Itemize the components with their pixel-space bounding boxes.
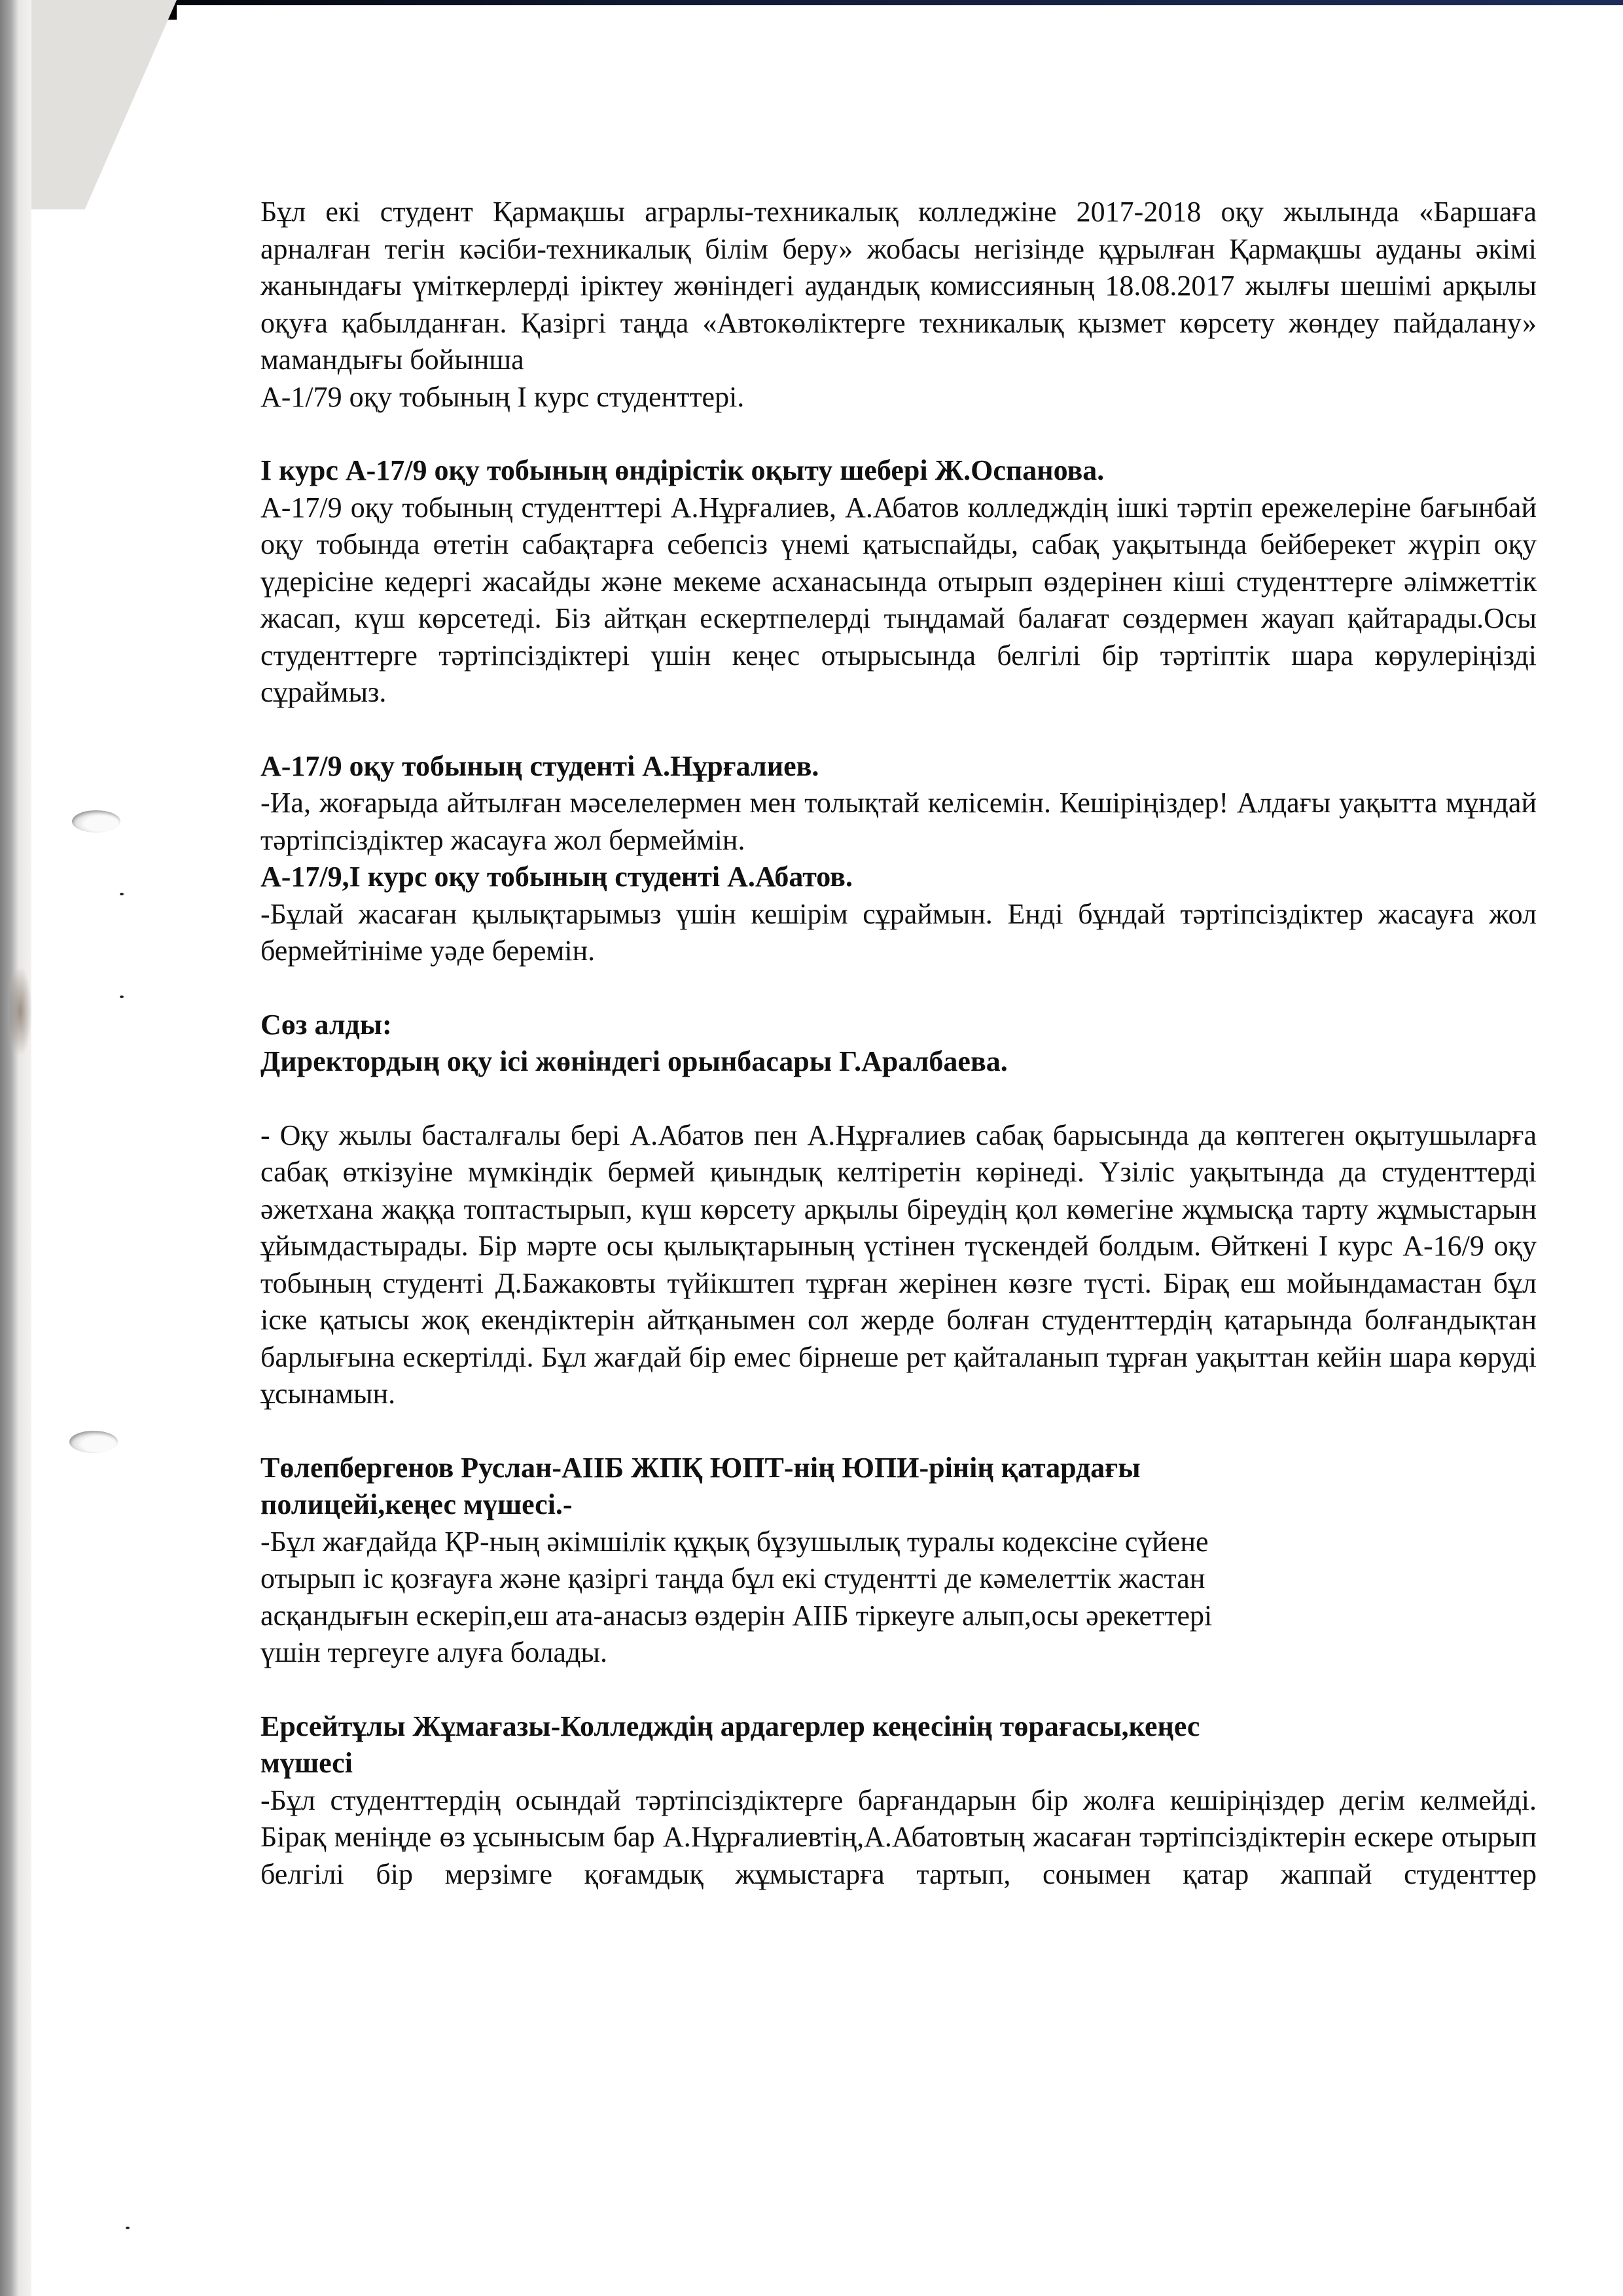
document-page (260, 194, 1537, 1893)
statement-line: -Бұл жағдайда ҚР-ның әкімшілік құқық бұзушылық туралы кодексіне сүйене (260, 1525, 1209, 1558)
punch-hole-top (72, 810, 120, 833)
speaker-heading (260, 1450, 1537, 1524)
speaker-heading: І курс А-17/9 оқу тобының өндірістік оқыту шебері Ж.Оспанова. (260, 454, 1105, 486)
speaker-heading-line: мүшесі (260, 1747, 353, 1779)
section-erseitov (260, 1708, 1537, 1893)
speaker-statement: - Оқу жылы басталғалы бері А.Абатов пен А.Нұрғалиев сабақ барысында да көптеген оқытушыларға сабақ өткізуіне мүмкіндік бермей қиындық келтіретін көрінеді. Үзіліс уақытында да студенттерді әжетхана жаққа топтастырып, күш көрсету арқылы біреудің қол көмегіне жұмысқа тарту жұмыстарын ұйымдастырады. Бір мәрте осы қылықтарының үстінен түскендей болдым. Өйткені І курс А-16/9 оқу тобының студенті Д.Бажаковты түйікштеп тұрған жерінен көзге түсті. Бірақ еш мойындамастан бұл іске қатысы жоқ екендіктерін айтқанымен сол жерде болған студенттердің қатарында болғандықтан барлығына ескертілді. Бұл жағдай бір емес бірнеше рет қайталанып тұрған уақыттан кейін шара көруді ұсынамын. (260, 1119, 1537, 1410)
statement-line: үшін тергеуге алуға болады. (260, 1636, 607, 1668)
speaker-heading (260, 1708, 1537, 1782)
scan-speck (126, 2227, 130, 2229)
speaker-heading: А-17/9 оқу тобының студенті А.Нұрғалиев. (260, 749, 819, 782)
section-abatov (260, 859, 1537, 970)
speaker-heading-line: Ерсейтұлы Жұмағазы-Колледждің ардагерлер кеңесінің төрағасы,кеңес (260, 1710, 1200, 1742)
speaker-heading: А-17/9,І курс оқу тобының студенті А.Абатов. (260, 861, 853, 893)
section-nurgaliev (260, 748, 1537, 859)
section-ospanova (260, 452, 1537, 711)
speaker-heading-line: Төлепбергенов Руслан-АІІБ ЖПҚ ЮПТ-нің ЮПИ-рінің қатардағы (260, 1451, 1141, 1484)
statement-line: отырып іс қозғауға және қазіргі таңда бұл екі студентті де кәмелеттік жастан (260, 1562, 1205, 1594)
speaker-statement: -Иа, жоғарыда айтылған мәселелермен мен толықтай келісемін. Кешіріңіздер! Алдағы уақытта мұндай тәртіпсіздіктер жасауға жол бермеймін. (260, 787, 1537, 856)
speaker-statement: -Бұлай жасаған қылықтарымыз үшін кешірім сұраймын. Енді бұндай тәртіпсіздіктер жасауға жол бермейтініме уәде беремін. (260, 897, 1537, 967)
statement-line: асқандығын ескеріп,еш ата-анасыз өздерін АІІБ тіркеуге алып,осы әрекеттері (260, 1599, 1213, 1632)
section-aralbaeva (260, 1007, 1537, 1413)
intro-paragraph: Бұл екі студент Қармақшы аграрлы-техникалық колледжіне 2017-2018 оқу жылында «Баршаға арналған тегін кәсіби-техникалық білім беру» жобасы негізінде құрылған Қармақшы ауданы әкімі жанындағы үміткерлерді іріктеу жөніндегі аудандық комиссияның 18.08.2017 жылғы шешімі арқылы оқуға қабылданған. Қазіргі таңда «Автокөліктерге техникалық қызмет көрсету жөндеу пайдалану» мамандығы бойынша (260, 196, 1537, 376)
speaker-heading-line: полицейі,кеңес мүшесі.- (260, 1488, 573, 1520)
section-tolepbergenov (260, 1450, 1537, 1672)
speaker-statement: А-17/9 оқу тобының студенттері А.Нұрғалиев, А.Абатов колледждің ішкі тәртіп ережелеріне бағынбай оқу тобында өтетін сабақтарға себепсіз үнемі қатыспайды, сабақ уақытында бейберекет жүріп оқу үдерісіне кедергі жасайды және мекеме асханасында отырып өздерінен кіші студенттерге әлімжеттік жасап, күш көрсетеді. Біз айтқан ескертпелерді тыңдамай балағат сөздермен жауап қайтарады.Осы студенттерге тәртіпсіздіктері үшін кеңес отырысында белгілі бір тәртіптік шара көрулеріңізді сұраймыз. (260, 491, 1537, 708)
floor-given-label: Сөз алды: (260, 1008, 392, 1041)
scan-edge-top (0, 0, 1623, 5)
intro-section (260, 194, 1537, 416)
speaker-statement (260, 1524, 1537, 1672)
speaker-heading: Директордың оқу ісі жөніндегі орынбасары Г.Аралбаева. (260, 1045, 1008, 1077)
scan-speck (120, 893, 124, 895)
intro-group-line: А-1/79 оқу тобының І курс студенттері. (260, 380, 745, 413)
speaker-statement: -Бұл студенттердің осындай тәртіпсіздіктерге барғандарын бір жолға кешіріңіздер дегім келмейді. Бірақ меніңде өз ұсынысым бар А.Нұрғалиевтің,А.Абатовтың жасаған тәртіпсіздіктерін ескере отырып белгілі бір мерзімге қоғамдық жұмыстарға тартып, сонымен қатар жаппай студенттер (260, 1784, 1537, 1890)
scan-edge-left (0, 0, 31, 2296)
scan-stain (9, 969, 31, 1054)
scan-speck (120, 996, 124, 998)
punch-hole-bottom (69, 1431, 118, 1453)
